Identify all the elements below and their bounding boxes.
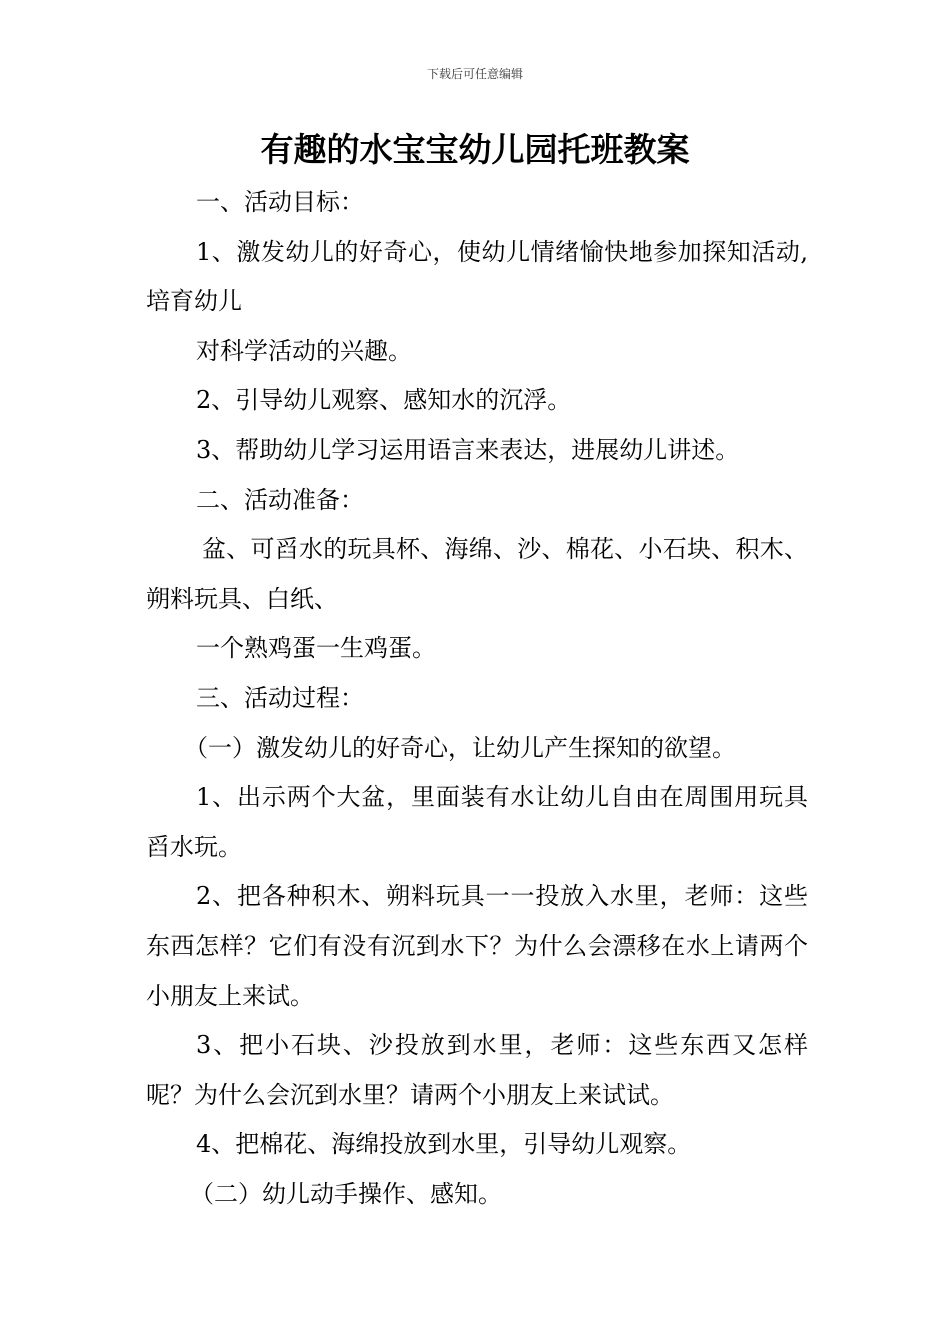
preparation-materials-continued: 一个熟鸡蛋一生鸡蛋。: [196, 634, 436, 663]
process-part-2-heading: （二）幼儿动手操作、感知。: [190, 1179, 502, 1208]
document-title: 有趣的水宝宝幼儿园托班教案: [260, 130, 690, 169]
goal-item-2: 2、引导幼儿观察、感知水的沉浮。: [196, 386, 572, 415]
header-note: 下载后可任意编辑: [426, 67, 523, 81]
process-step-2: 2、把各种积木、朔料玩具一一投放入水里，老师：这些东西怎样？它们有没有沉到水下？为什么会漂移在水上请两个小朋友上来试。: [146, 882, 808, 1010]
goal-item-1-continued: 对科学活动的兴趣。: [196, 336, 412, 365]
process-step-3: 3、把小石块、沙投放到水里，老师：这些东西又怎样呢？为什么会沉到水里？请两个小朋友上来试试。: [146, 1031, 808, 1109]
section-heading-preparation: 二、活动准备：: [196, 485, 364, 514]
goal-item-3: 3、帮助幼儿学习运用语言来表达，进展幼儿讲述。: [196, 435, 740, 464]
process-part-1-heading: （一）激发幼儿的好奇心，让幼儿产生探知的欲望。: [184, 733, 736, 762]
process-step-1: 1、出示两个大盆，里面装有水让幼儿自由在周围用玩具舀水玩。: [146, 783, 808, 861]
goal-item-1: 1、激发幼儿的好奇心，使幼儿情绪愉快地参加探知活动,培育幼儿: [146, 237, 808, 316]
document-body: [146, 178, 808, 1219]
section-heading-process: 三、活动过程：: [196, 683, 364, 712]
section-heading-goals: 一、活动目标：: [196, 188, 364, 216]
process-step-4: 4、把棉花、海绵投放到水里，引导幼儿观察。: [196, 1130, 692, 1159]
preparation-materials: 盆、可舀水的玩具杯、海绵、沙、棉花、小石块、积木、朔料玩具、白纸、: [146, 535, 808, 613]
